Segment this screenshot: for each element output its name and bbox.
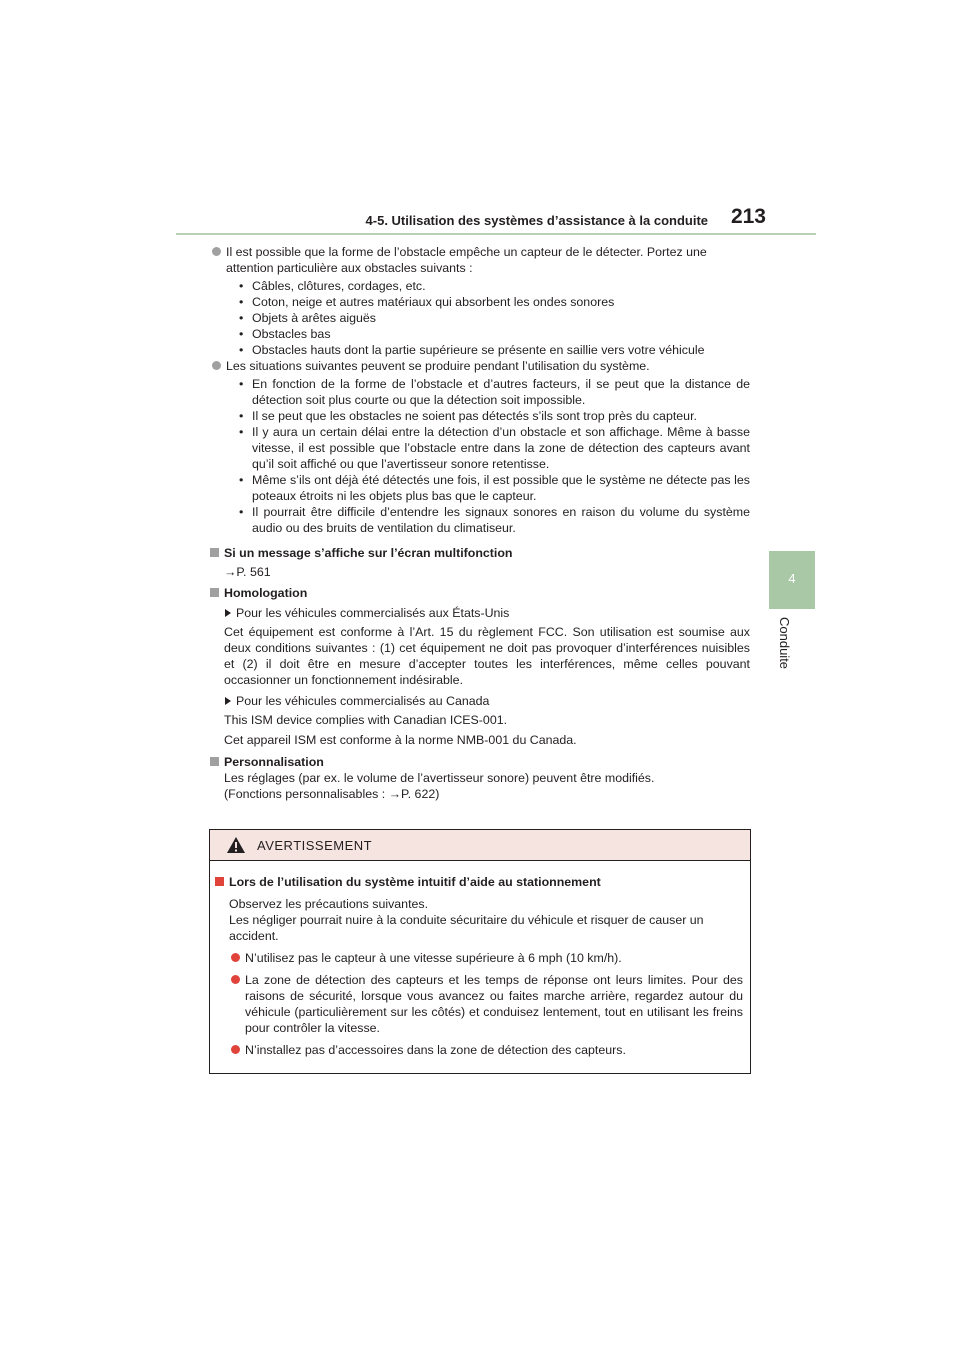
- square-bullet-icon: [210, 548, 219, 557]
- warning-section-text: Lors de l’utilisation du système intuitif d’aide au stationnement: [229, 875, 601, 889]
- paragraph: (Fonctions personnalisables : →P. 622): [224, 787, 440, 801]
- warning-bullet-text: N’utilisez pas le capteur à une vitesse supérieure à 6 mph (10 km/h).: [245, 951, 622, 965]
- bullet-dot-icon: [231, 953, 240, 962]
- warning-body: [215, 874, 743, 1058]
- paragraph: Cet équipement est conforme à l’Art. 15 du règlement FCC. Son utilisation est soumise aux deux conditions suivantes : (1) cet équipement ne doit pas provoquer d’interférences nuisibles et (2) il doit être en mesure d’accepter toutes les interférences, même celles pouvant occasionner un fonctionnement indésirable.: [224, 625, 750, 687]
- reference-link[interactable]: →P. 561: [224, 565, 271, 579]
- triangle-arrow-icon: [225, 697, 231, 705]
- list-item: • Obstacles hauts dont la partie supérieure se présente en saillie vers votre véhicule: [237, 342, 750, 358]
- warning-title: AVERTISSEMENT: [257, 838, 373, 853]
- warning-content: [215, 896, 743, 1058]
- warning-bullet: [229, 1042, 743, 1058]
- region-label: [224, 693, 750, 709]
- list-item: • En fonction de la forme de l’obstacle et d’autres facteurs, il se peut que la distance de détection soit plus courte ou que la détection soit impossible.: [237, 376, 750, 408]
- section-heading: [210, 545, 750, 561]
- paragraph: This ISM device complies with Canadian ICES-001.: [224, 713, 508, 727]
- list-item: • Coton, neige et autres matériaux qui absorbent les ondes sonores: [237, 294, 750, 310]
- section-heading: [210, 585, 750, 601]
- warning-box: [209, 829, 751, 1074]
- paragraph: Cet appareil ISM est conforme à la norme NMB-001 du Canada.: [224, 733, 577, 747]
- chapter-number: 4: [788, 571, 796, 586]
- bullet-dot-icon: [212, 247, 221, 256]
- region-label: [224, 605, 750, 621]
- square-bullet-icon: [210, 588, 219, 597]
- chapter-label-box: [768, 617, 816, 697]
- page-reference: [210, 564, 750, 580]
- warning-section-heading: [215, 874, 743, 890]
- warning-bullet: [229, 972, 743, 1036]
- triangle-arrow-icon: [225, 609, 231, 617]
- paragraph: Les négliger pourrait nuire à la conduite sécuritaire du véhicule et risquer de causer un accident.: [229, 913, 704, 943]
- warning-triangle-icon: [226, 836, 246, 854]
- bullet-dot-icon: [231, 975, 240, 984]
- sub-list: [210, 278, 750, 358]
- region-label-text: Pour les véhicules commercialisés au Canada: [236, 694, 490, 708]
- warning-header: [210, 830, 750, 861]
- list-item: • Obstacles bas: [237, 326, 750, 342]
- personnalisation-body: [210, 770, 750, 802]
- list-item: • Même s’ils ont déjà été détectés une fois, il est possible que le système ne détecte pas les poteaux étroits ni les objets plus bas que le capteur.: [237, 472, 750, 504]
- main-content: [210, 244, 750, 802]
- note-text: Il est possible que la forme de l’obstacle empêche un capteur de le détecter. Portez une attention particulière aux obstacles suivants :: [226, 245, 707, 275]
- section-title: 4-5. Utilisation des systèmes d’assistance à la conduite: [365, 213, 708, 228]
- warning-bullet: [229, 950, 743, 966]
- homologation-body: [210, 605, 750, 748]
- chapter-tab: [769, 551, 815, 609]
- paragraph: Les réglages (par ex. le volume de l’avertisseur sonore) peuvent être modifiés.: [224, 771, 655, 785]
- section-heading-text: Si un message s’affiche sur l’écran multifonction: [224, 546, 513, 560]
- section-heading-text: Homologation: [224, 586, 308, 600]
- page-number: 213: [730, 205, 766, 228]
- list-item: • Il se peut que les obstacles ne soient pas détectés s’ils sont trop près du capteur.: [237, 408, 750, 424]
- chapter-label: Conduite: [777, 617, 792, 670]
- list-item: • Objets à arêtes aiguës: [237, 310, 750, 326]
- bullet-dot-icon: [212, 361, 221, 370]
- square-bullet-icon: [210, 757, 219, 766]
- sub-list: [210, 376, 750, 536]
- square-bullet-icon: [215, 877, 224, 886]
- note-bullet: [210, 244, 750, 276]
- paragraph: Observez les précautions suivantes.: [229, 897, 429, 911]
- section-heading: [210, 754, 750, 770]
- region-label-text: Pour les véhicules commercialisés aux États-Unis: [236, 606, 510, 620]
- list-item: • Il y aura un certain délai entre la détection d’un obstacle et son affichage. Même à basse vitesse, il est possible que l’obstacle entre dans la zone de détection des capteurs avant qu’il soit affiché ou que l’avertisseur sonore retentisse.: [237, 424, 750, 472]
- list-item: • Câbles, clôtures, cordages, etc.: [237, 278, 750, 294]
- header-divider: [176, 233, 816, 235]
- section-heading-text: Personnalisation: [224, 755, 324, 769]
- warning-bullet-text: La zone de détection des capteurs et les temps de réponse ont leurs limites. Pour des raisons de sécurité, lorsque vous avancez ou faites marche arrière, regardez autour du véhicule (particulièrement sur les côtés) et conduisez lentement, tout en utilisant les freins pour contrôler la vitesse.: [245, 973, 743, 1035]
- bullet-dot-icon: [231, 1045, 240, 1054]
- note-bullet: [210, 358, 750, 374]
- warning-bullet-text: N’installez pas d’accessoires dans la zone de détection des capteurs.: [245, 1043, 626, 1057]
- page-header: [176, 205, 766, 235]
- list-item: • Il pourrait être difficile d’entendre les signaux sonores en raison du volume du système audio ou des bruits de ventilation du climatiseur.: [237, 504, 750, 536]
- note-text: Les situations suivantes peuvent se produire pendant l’utilisation du système.: [226, 359, 650, 373]
